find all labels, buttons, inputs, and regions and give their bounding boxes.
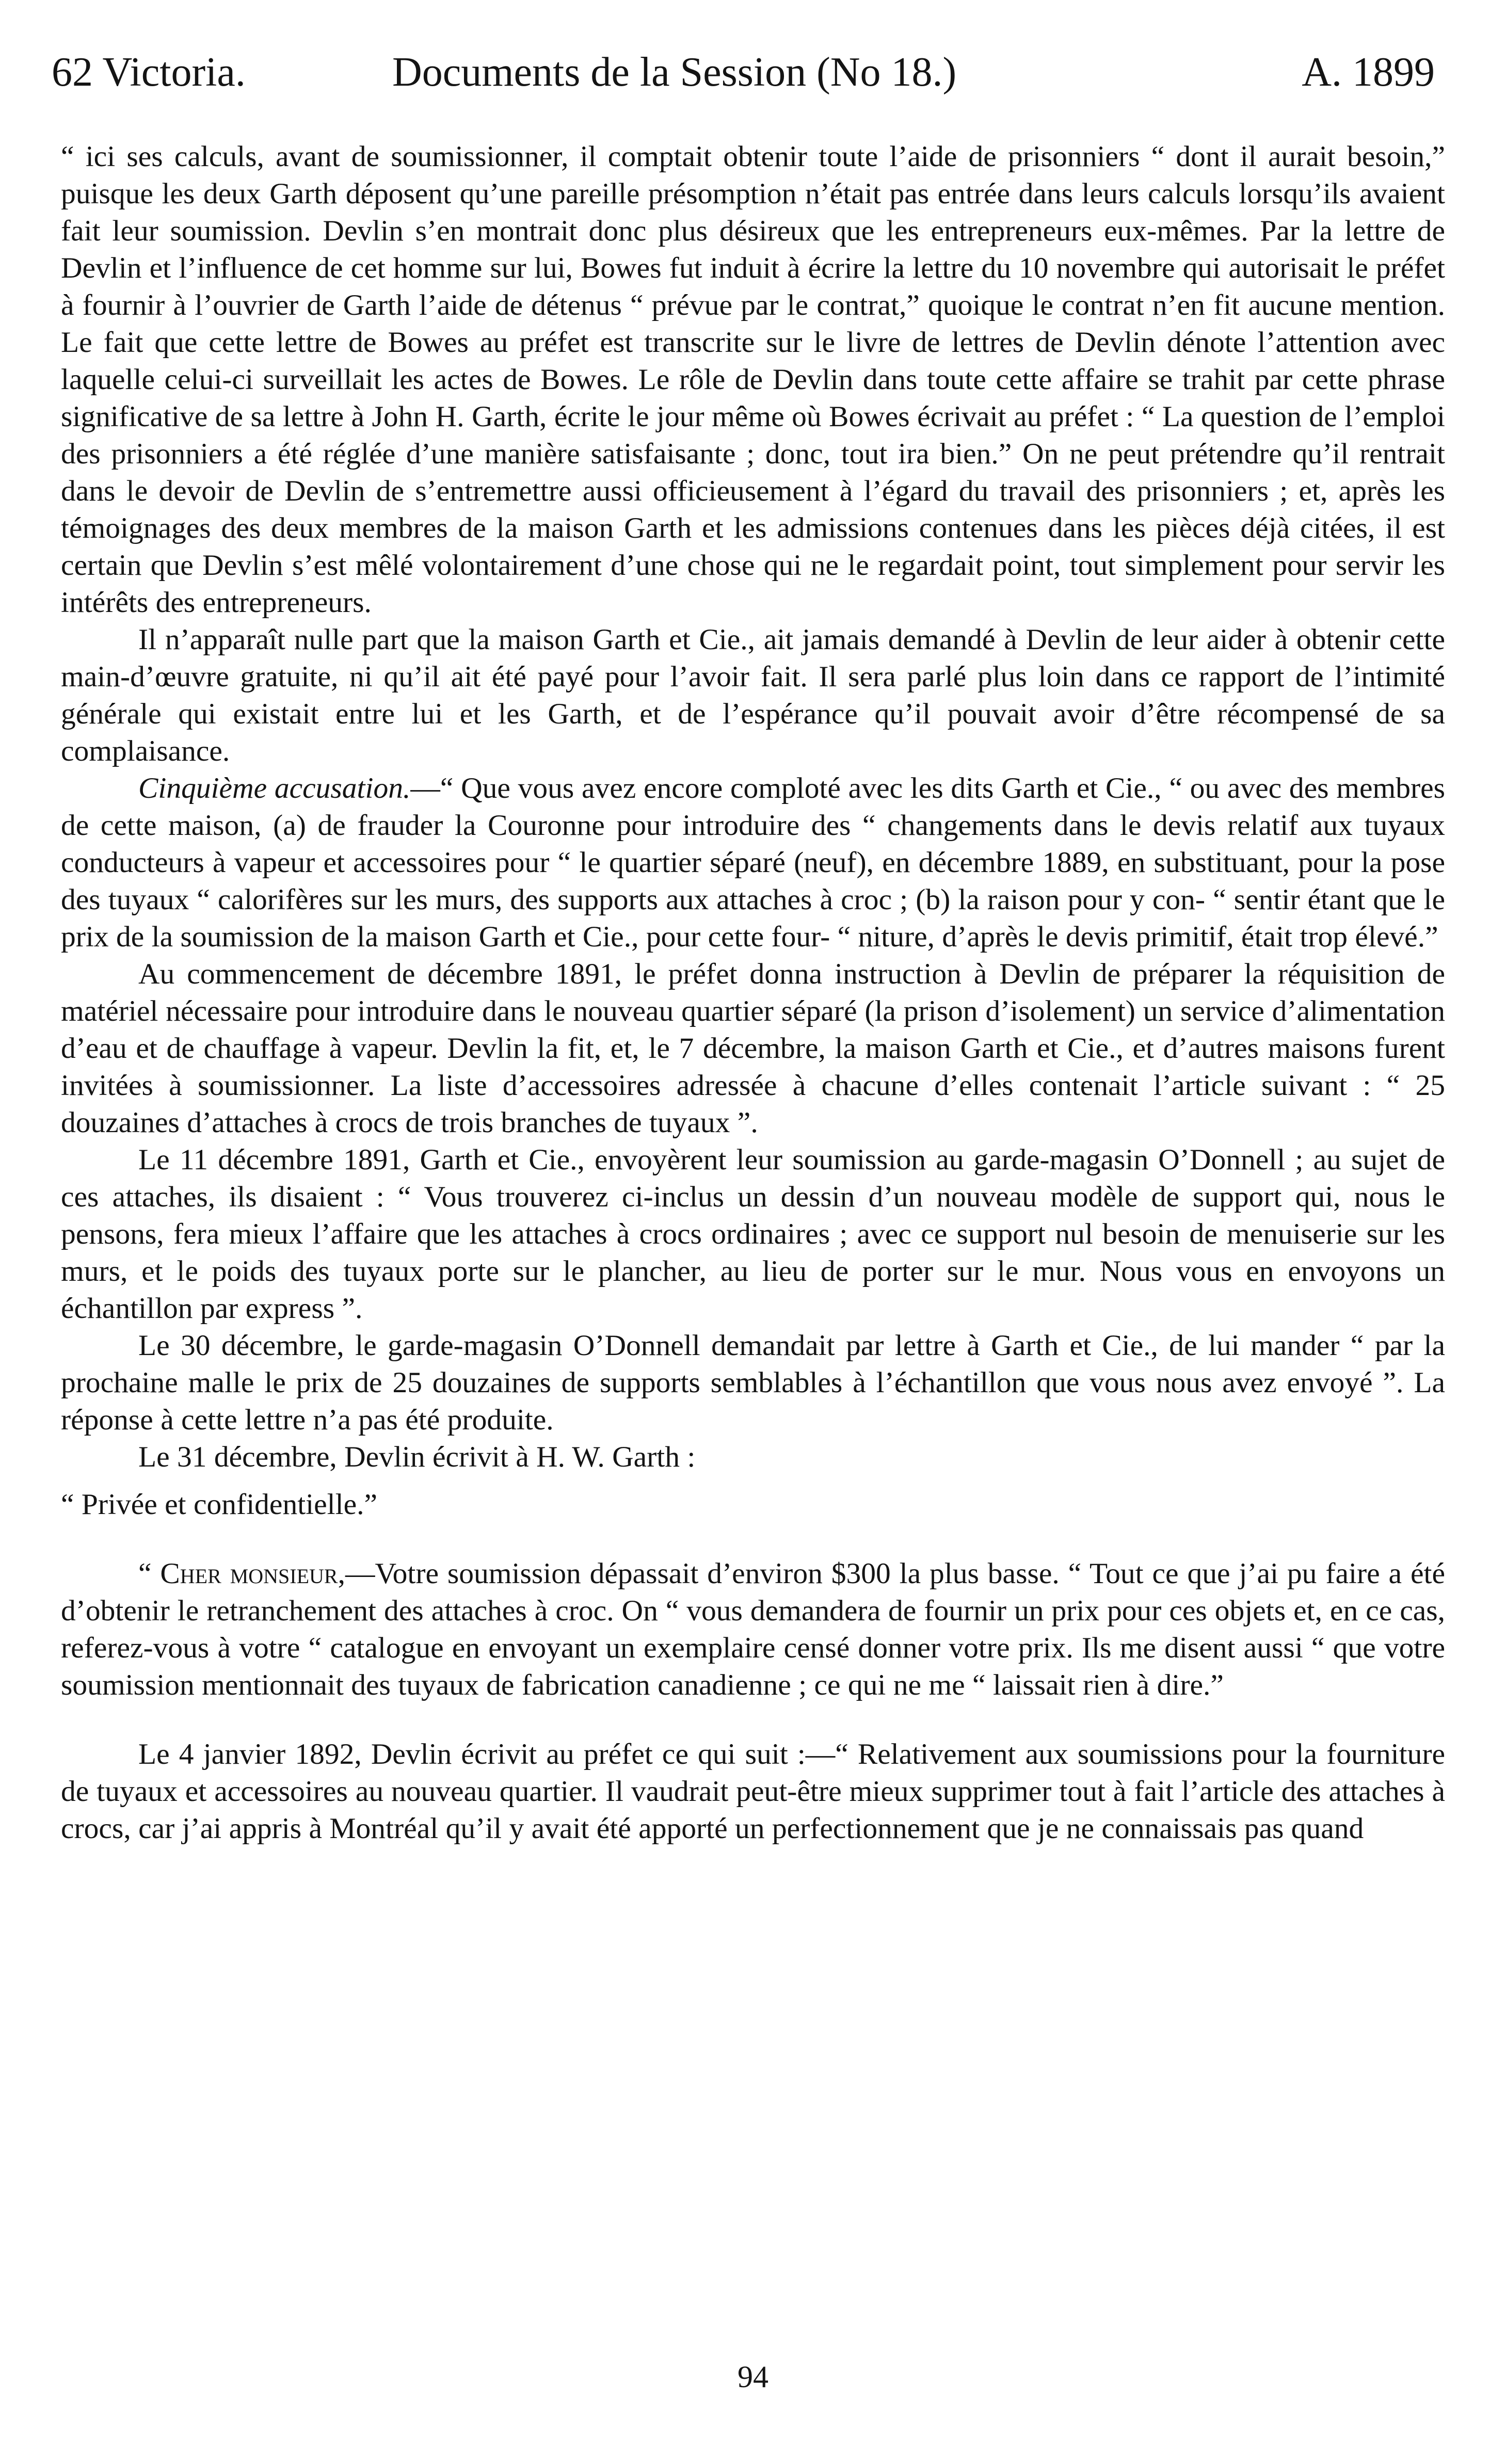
header-regnal-year: 62 Victoria. bbox=[52, 50, 246, 95]
header-title: Documents de la Session (No 18.) bbox=[392, 50, 957, 95]
accusation-text: —“ Que vous avez encore comploté avec les dits Garth et Cie., “ ou avec des membres de cette maison, (a) de frauder la Couronne pour introduire des “ changements dans le devis relatif aux tuyaux conducteurs à vapeur et accessoires pour “ le quartier séparé (neuf), en décembre 1889, en substituant, pour la pose des tuyaux “ calorifères sur les murs, des supports aux attaches à croc ; (b) la raison pour y con- “ sentir étant que le prix de la soumission de la maison Garth et Cie., pour cette four- “ niture, d’après le devis primitif, était trop élevé.” bbox=[61, 772, 1446, 953]
paragraph-10: Le 4 janvier 1892, Devlin écrivit au préfet ce qui suit :—“ Relativement aux soumissions pour la fourniture de tuyaux et accessoires au nouveau quartier. Il vaudrait peut-être mieux supprimer tout à fait l’article des attaches à crocs, car j’ai appris à Montréal qu’il y avait été apporté un perfectionnement que je ne connaissais pas quand bbox=[61, 1738, 1445, 1845]
header-year: A. 1899 bbox=[1302, 50, 1435, 95]
paragraph-1: “ ici ses calculs, avant de soumissionner, il comptait obtenir toute l’aide de prisonniers “ dont il aurait besoin,” puisque les deux Garth déposent qu’une pareille présomption n’était pas entrée dans leurs calculs lorsqu’ils avaient fait leur soumission. Devlin s’en montrait donc plus désireux que les entrepreneurs eux-mêmes. Par la lettre de Devlin et l’influence de cet homme sur lui, Bowes fut induit à écrire la lettre du 10 novembre qui autorisait le préfet à fournir à l’ouvrier de Garth l’aide de détenus “ prévue par le contrat,” quoique le contrat n’en fit aucune mention. Le fait que cette lettre de Bowes au préfet est transcrite sur le livre de lettres de Devlin dénote l’attention avec laquelle celui-ci surveillait les actes de Bowes. Le rôle de Devlin dans toute cette affaire se trahit par cette phrase significative de sa lettre à John H. Garth, écrite le jour même où Bowes écrivait au préfet : “ La question de l’emploi des prisonniers a été réglée d’une manière satisfaisante ; donc, tout ira bien.” On ne peut prétendre qu’il rentrait dans le devoir de Devlin de s’entremettre aussi officieusement à l’égard du travail des prisonniers ; et, après les témoignages des deux membres de la maison Garth et les admissions contenues dans les pièces déjà citées, il est certain que Devlin s’est mêlé volontairement d’une chose qui ne le regardait point, tout simplement pour servir les intérêts des entrepreneurs. bbox=[61, 140, 1445, 619]
letter-text: —Votre soumission dépassait d’environ $300 la plus basse. “ Tout ce que j’ai pu faire a été d’obtenir le retranchement des attaches à croc. On “ vous demandera de fournir un prix pour ces objets et, en ce cas, referez-vous à votre “ catalogue en envoyant un exemplaire censé donner votre prix. Ils me disent aussi “ que votre soumission mentionnait des tuyaux de fabrication canadienne ; ce qui ne me “ laissait rien à dire.” bbox=[61, 1557, 1446, 1701]
accusation-label: Cinquième accusation. bbox=[138, 772, 411, 804]
document-body bbox=[61, 138, 1445, 1847]
letter-body bbox=[61, 1555, 1445, 1704]
paragraph-4: Au commencement de décembre 1891, le préfet donna instruction à Devlin de préparer la réquisition de matériel nécessaire pour introduire dans le nouveau quartier séparé (la prison d’isolement) un service d’alimentation d’eau et de chauffage à vapeur. Devlin la fit, et, le 7 décembre, la maison Garth et Cie., et d’autres maisons furent invitées à soumissionner. La liste d’accessoires adressée à chacune d’elles contenait l’article suivant : “ 25 douzaines d’attaches à crocs de trois branches de tuyaux ”. bbox=[61, 958, 1445, 1139]
paragraph-7: Le 31 décembre, Devlin écrivit à H. W. Garth : bbox=[138, 1441, 696, 1473]
paragraph-5: Le 11 décembre 1891, Garth et Cie., envoyèrent leur soumission au garde-magasin O’Donnell ; au sujet de ces attaches, ils disaient : “ Vous trouverez ci-inclus un dessin d’un nouveau modèle de support qui, nous le pensons, fera mieux l’affaire que les attaches à crocs ordinaires ; avec ce support nul besoin de menuiserie sur les murs, et le poids des tuyaux porte sur le plancher, au lieu de porter sur le mur. Nous vous en envoyons un échantillon par express ”. bbox=[61, 1144, 1445, 1325]
page-header bbox=[52, 49, 1435, 111]
letter-heading: “ Privée et confidentielle.” bbox=[61, 1488, 378, 1521]
paragraph-3 bbox=[61, 770, 1445, 956]
letter-salutation: “ Cher monsieur, bbox=[138, 1557, 345, 1590]
paragraph-2: Il n’apparaît nulle part que la maison Garth et Cie., ait jamais demandé à Devlin de leur aider à obtenir cette main-d’œuvre gratuite, ni qu’il ait été payé pour l’avoir fait. Il sera parlé plus loin dans ce rapport de l’intimité générale qui existait entre lui et les Garth, et de l’espérance qu’il pouvait avoir d’être récompensé de sa complaisance. bbox=[61, 623, 1445, 767]
paragraph-6: Le 30 décembre, le garde-magasin O’Donnell demandait par lettre à Garth et Cie., de lui mander “ par la prochaine malle le prix de 25 douzaines de supports semblables à l’échantillon que vous nous avez envoyé ”. La réponse à cette lettre n’a pas été produite. bbox=[61, 1329, 1445, 1436]
page-number: 94 bbox=[738, 2360, 768, 2394]
